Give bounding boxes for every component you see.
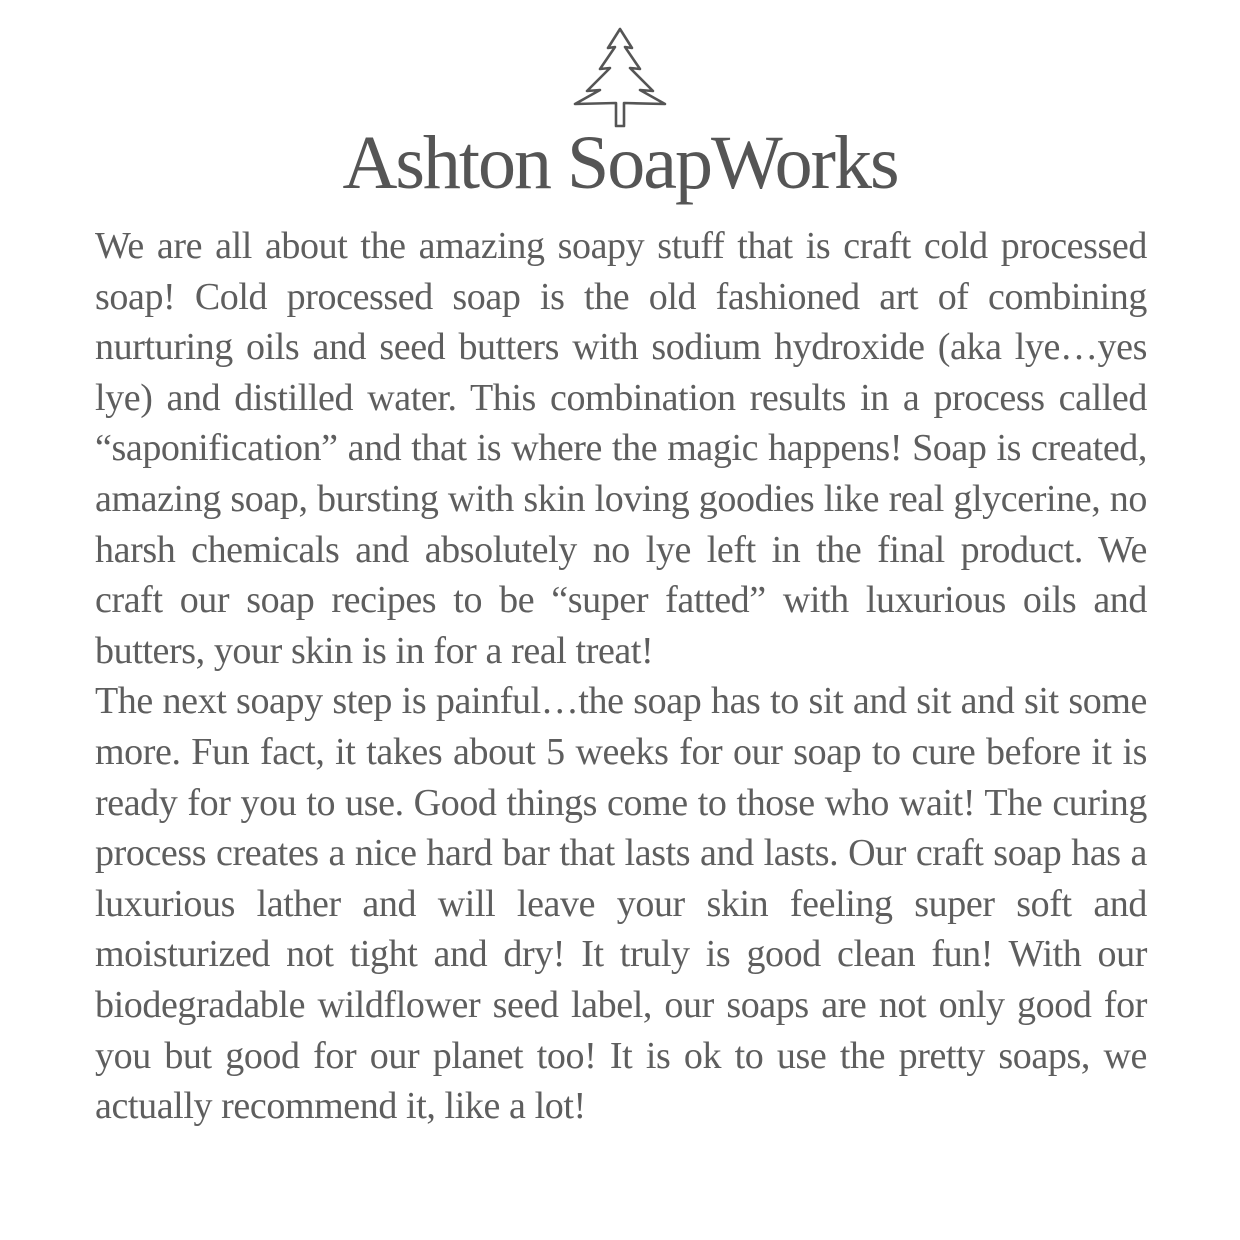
pine-tree-icon <box>570 26 670 130</box>
about-paragraph-1: We are all about the amazing soapy stuff that is craft cold processed soap! Cold processed soap is the old fashioned art of combining nurturing oils and seed butters with sodium hydroxide (aka lye…yes lye) and distilled water. This combination results in a process called “saponification” and that is where the magic happens! Soap is created, amazing soap, bursting with skin loving goodies like real glycerine, no harsh chemicals and absolutely no lye left in the final product. We craft our soap recipes to be “super fatted” with luxurious oils and butters, your skin is in for a real treat! <box>95 225 1147 672</box>
brand-name: Ashton SoapWorks <box>342 121 898 205</box>
about-paragraph-2: The next soapy step is painful…the soap has to sit and sit and sit some more. Fun fact, it takes about 5 weeks for our soap to cure before it is ready for you to use. Good things come to those who wait! The curing process creates a nice hard bar that lasts and lasts. Our craft soap has a luxurious lather and will leave your skin feeling super soft and moisturized not tight and dry! It truly is good clean fun! With our biodegradable wildflower seed label, our soaps are not only good for you but good for our planet too! It is ok to use the pretty soaps, we actually recommend it, like a lot! <box>95 680 1147 1128</box>
about-text <box>95 221 1147 1132</box>
